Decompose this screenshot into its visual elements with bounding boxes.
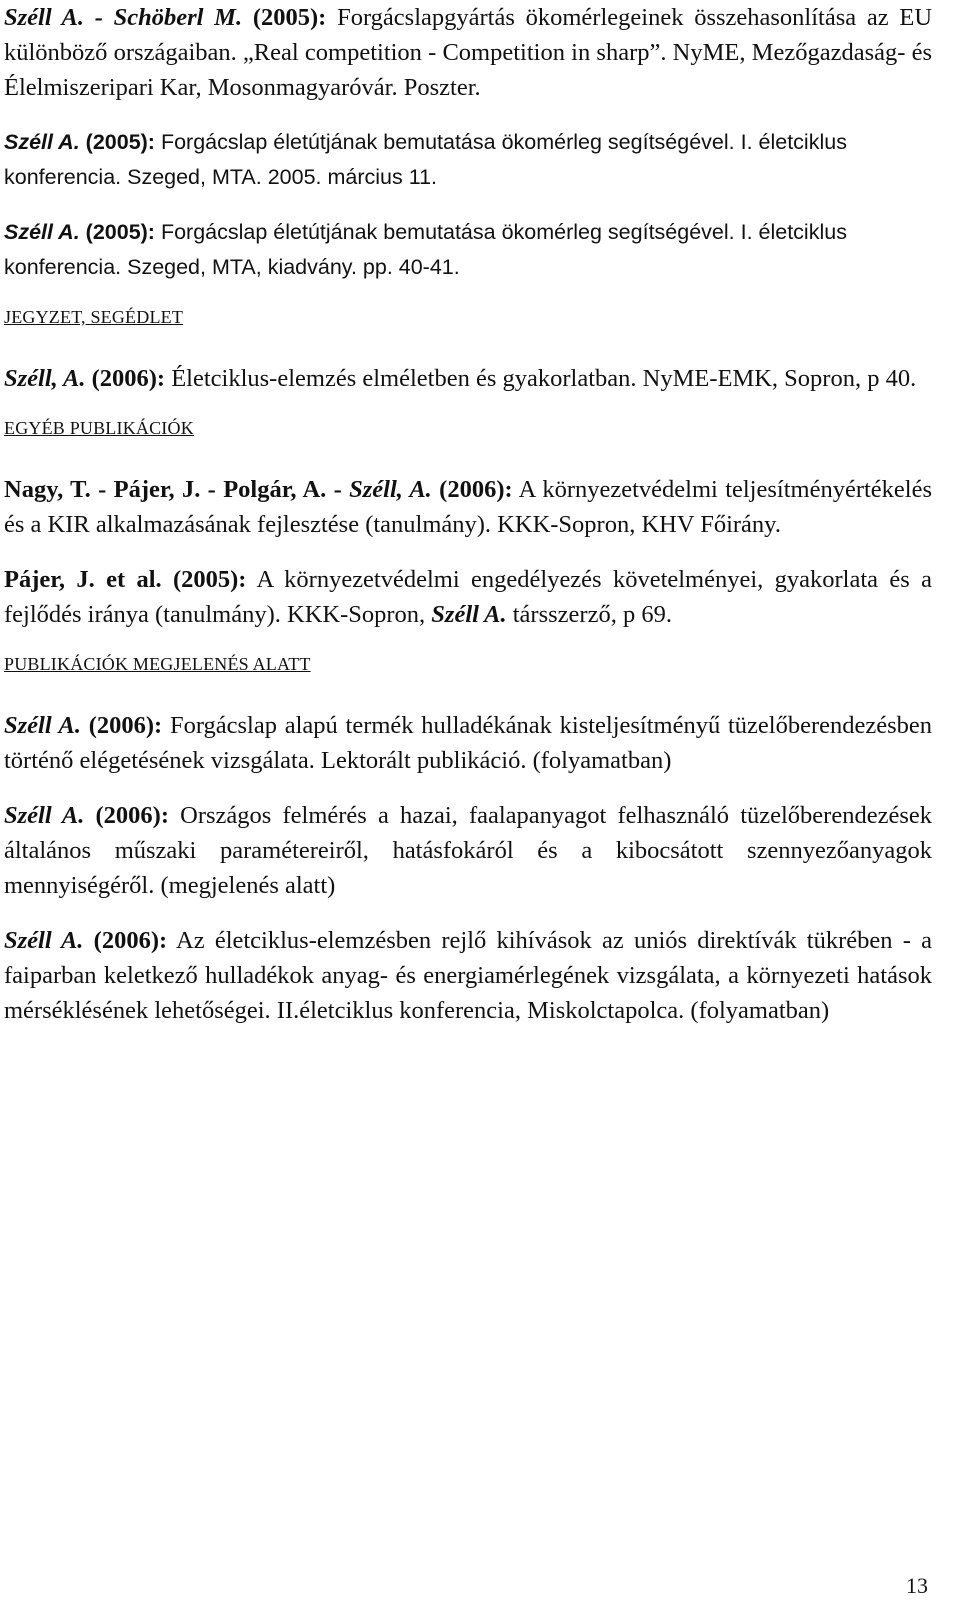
reference-text: Az életciklus-elemzésben rejlő kihívások az uniós direktívák tükrében - a faiparban keletkező hulladékok anyag- és energiamérlegének vizsgálata, a környezeti hatások mérséklésének lehetőségei. II.életciklus konferencia, Miskolctapolca. (folyamatban) (4, 927, 932, 1024)
document-page (4, 0, 932, 1048)
reference-entry (4, 472, 932, 542)
reference-year: (2006): (439, 476, 513, 503)
reference-text: Életciklus-elemzés elméletben és gyakorlatban. NyME-EMK, Sopron, p 40. (171, 365, 917, 392)
reference-entry (4, 562, 932, 632)
reference-author: Széll A. (4, 927, 84, 954)
reference-year: (2006): (91, 365, 166, 392)
reference-entry (4, 215, 932, 285)
reference-year: (2006): (88, 712, 163, 739)
reference-text: A környezetvédelmi engedélyezés követelményei, gyakorlata és a fejlődés iránya (tanulmány). KKK-Sopron, (4, 566, 933, 628)
reference-text: A környezetvédelmi teljesítményértékelés és a KIR alkalmazásának fejlesztése (tanulmány). KKK-Sopron, KHV Főirány. (4, 476, 932, 538)
reference-author-italic: Széll, A. (349, 476, 432, 503)
reference-year: (2005): (85, 130, 155, 154)
reference-text: Forgácslapgyártás ökomérlegeinek összehasonlítása az EU különböző országaiban. „Real competition - Competition in sharp”. NyME, Mezőgazdaság- és Élelmiszeripari Kar, Mosonmagyaróvár. Poszter. (4, 4, 933, 101)
reference-author: Pájer, J. et al. (4, 566, 162, 593)
reference-author: Széll A. (4, 802, 85, 829)
reference-authors: Nagy, T. - Pájer, J. - Polgár, A. - (4, 476, 350, 503)
section-heading-megjelenes: PUBLIKÁCIÓK MEGJELENÉS ALATT (4, 654, 311, 674)
reference-year: (2005): (172, 566, 247, 593)
reference-entry (4, 361, 932, 396)
reference-author: Széll A. (4, 220, 80, 244)
reference-text: Forgácslap életútjának bemutatása ökomérleg segítségével. I. életciklus konferencia. Szeged, MTA, kiadvány. pp. 40-41. (4, 220, 847, 279)
reference-entry (4, 798, 932, 903)
reference-text: Forgácslap életútjának bemutatása ökomérleg segítségével. I. életciklus konferencia. Szeged, MTA. 2005. március 11. (4, 130, 847, 189)
reference-year: (2006): (93, 927, 168, 954)
reference-author: Széll A. (4, 712, 81, 739)
reference-author: Széll A. - Schöberl M. (4, 4, 243, 31)
reference-text: Országos felmérés a hazai, faalapanyagot felhasználó tüzelőberendezések általános műszaki paramétereiről, hatásfokáról és a kibocsátott szennyezőanyagok mennyiségéről. (megjelenés alatt) (4, 802, 932, 899)
reference-entry (4, 0, 932, 105)
section-heading-jegyzet: JEGYZET, SEGÉDLET (4, 307, 184, 327)
reference-entry (4, 923, 932, 1028)
reference-author: Széll, A. (4, 365, 86, 392)
reference-entry (4, 125, 932, 195)
section-heading-egyeb: EGYÉB PUBLIKÁCIÓK (4, 418, 194, 438)
reference-year: (2005): (85, 220, 155, 244)
page-number: 13 (906, 1573, 928, 1598)
reference-text: Forgácslap alapú termék hulladékának kisteljesítményű tüzelőberendezésben történő elégetésének vizsgálata. Lektorált publikáció. (folyamatban) (4, 712, 933, 774)
reference-entry (4, 708, 932, 778)
reference-author: Széll A. (4, 130, 80, 154)
reference-year: (2005): (252, 4, 327, 31)
reference-coauthor: Széll A. (431, 601, 507, 628)
reference-text-after: társszerző, p 69. (512, 601, 672, 628)
reference-year: (2006): (95, 802, 169, 829)
